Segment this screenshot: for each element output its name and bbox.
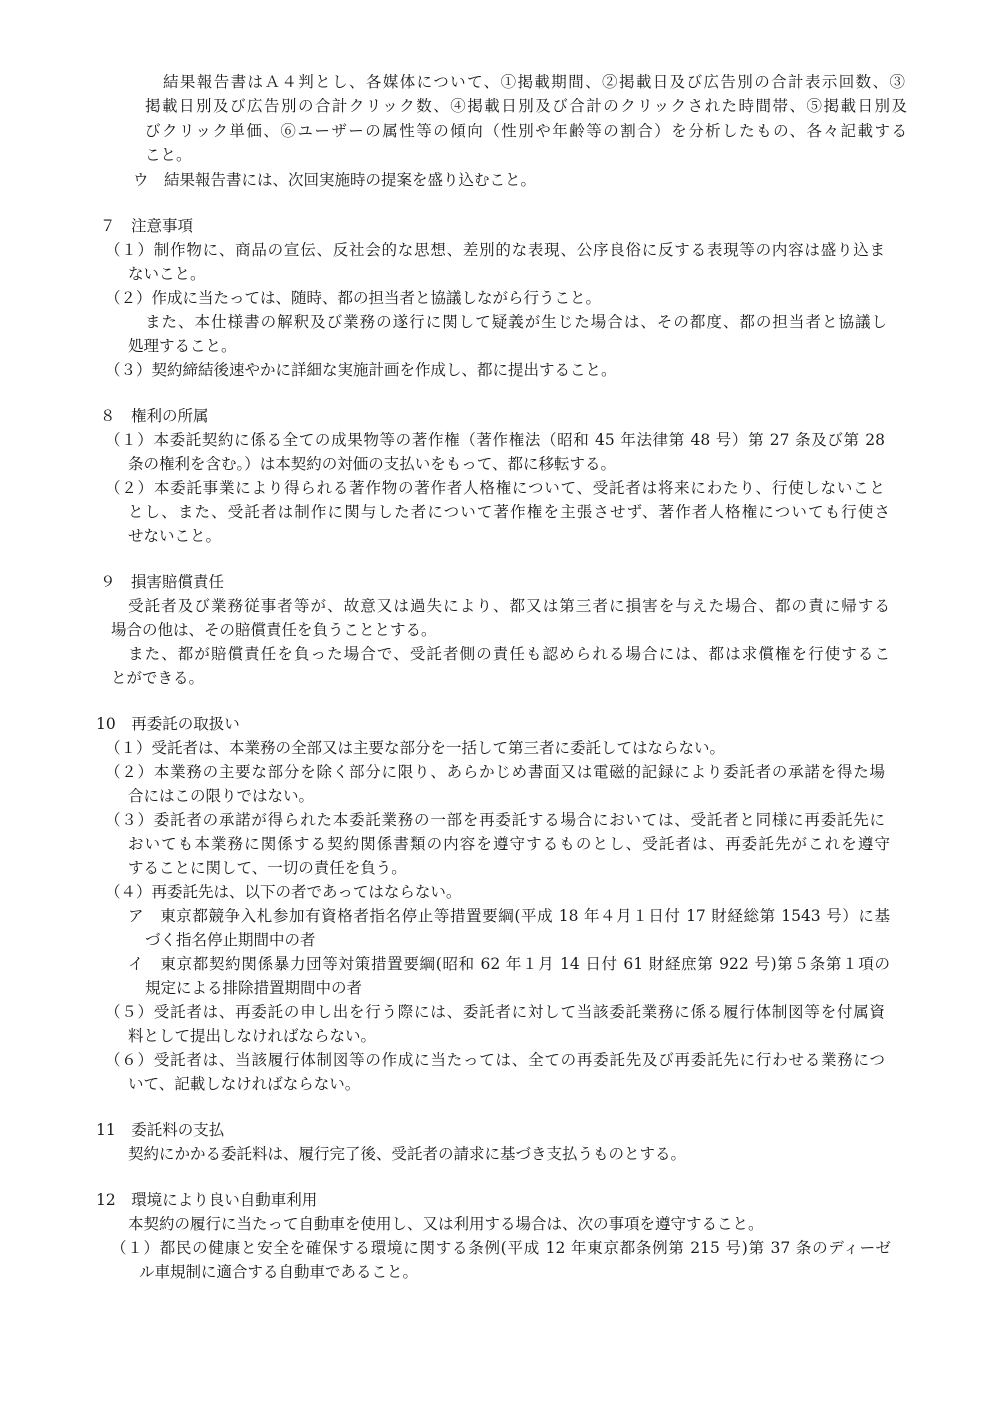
sec10-item-3-line-3: することに関して、一切の責任を負う。 [128, 859, 407, 877]
sec10-subitem-b-line-1: イ 東京都契約関係暴力団等対策措置要綱(昭和 62 年１月 14 日付 61 財経庶第 922 号)第５条第１項の [128, 955, 890, 973]
sec10-subitem-a-line-2: づく指名停止期間中の者 [145, 931, 316, 949]
sec10-item-6-line-1: （６）受託者は、当該履行体制図等の作成に当たっては、全ての再委託先及び再委託先に行わせる業務につ [105, 1051, 885, 1069]
sec9-para-1-line-1: 受託者及び業務従事者等が、故意又は過失により、都又は第三者に損害を与えた場合、都の責に帰する [128, 597, 890, 615]
sec10-item-3-line-2: おいても本業務に関係する契約関係書類の内容を遵守するものとし、受託者は、再委託先がこれを遵守 [128, 835, 890, 853]
sec7-item-3-line-1: （３）契約締結後速やかに詳細な実施計画を作成し、都に提出すること。 [105, 361, 617, 379]
section-7-heading: ７ 注意事項 [100, 217, 194, 235]
report-format-line-1: 結果報告書はＡ４判とし、各媒体について、①掲載期間、②掲載日及び広告別の合計表示回数、③ [163, 73, 905, 91]
sec11-para-1: 契約にかかる委託料は、履行完了後、受託者の請求に基づき支払うものとする。 [128, 1145, 687, 1163]
section-11-heading: 11 委託料の支払 [96, 1121, 225, 1139]
sec8-item-2-line-3: せないこと。 [128, 527, 222, 545]
section-10-heading: 10 再委託の取扱い [96, 715, 240, 733]
sec10-item-6-line-2: いて、記載しなければならない。 [128, 1075, 361, 1093]
section-9-heading: ９ 損害賠償責任 [100, 573, 225, 591]
sec10-subitem-b-line-2: 規定による排除措置期間中の者 [145, 979, 363, 997]
sec7-item-2-line-1: （２）作成に当たっては、随時、都の担当者と協議しながら行うこと。 [105, 289, 602, 307]
sec10-item-5-line-2: 料として提出しなければならない。 [128, 1027, 377, 1045]
sec7-item-2-line-2: また、本仕様書の解釈及び業務の遂行に関して疑義が生じた場合は、その都度、都の担当者と協議し [145, 313, 887, 331]
sec10-item-5-line-1: （５）受託者は、再委託の申し出を行う際には、委託者に対して当該委託業務に係る履行体制図等を付属資 [105, 1003, 885, 1021]
sec12-item-1-line-2: ル車規制に適合する自動車であること。 [139, 1263, 419, 1281]
sec10-subitem-a-line-1: ア 東京都競争入札参加有資格者指名停止等措置要綱(平成 18 年４月１日付 17 財経総第 1543 号）に基 [128, 907, 890, 925]
report-proposal-item: ウ 結果報告書には、次回実施時の提案を盛り込むこと。 [133, 171, 537, 189]
sec10-item-4-line-1: （４）再委託先は、以下の者であってはならない。 [105, 883, 462, 901]
sec10-item-2-line-1: （２）本業務の主要な部分を除く部分に限り、あらかじめ書面又は電磁的記録により委託者の承諾を得た場 [105, 763, 885, 781]
section-8-heading: ８ 権利の所属 [100, 407, 209, 425]
sec10-item-3-line-1: （３）委託者の承諾が得られた本委託業務の一部を再委託する場合においては、受託者と同様に再委託先に [105, 811, 885, 829]
sec8-item-2-line-1: （２）本委託事業により得られる著作物の著作者人格権について、受託者は将来にわたり、行使しないこと [105, 479, 885, 497]
sec9-para-2-line-1: また、都が賠償責任を負った場合で、受託者側の責任も認められる場合には、都は求償権を行使するこ [128, 645, 890, 663]
sec10-item-1-line-1: （１）受託者は、本業務の全部又は主要な部分を一括して第三者に委託してはならない。 [105, 739, 726, 757]
sec7-item-1-line-2: ないこと。 [128, 265, 206, 283]
sec8-item-1-line-1: （１）本委託契約に係る全ての成果物等の著作権（著作権法（昭和 45 年法律第 48 号）第 27 条及び第 28 [105, 431, 885, 449]
report-format-line-3: びクリック単価、⑥ユーザーの属性等の傾向（性別や年齢等の割合）を分析したもの、各々記載する [145, 122, 907, 140]
sec7-item-2-line-3: 処理すること。 [128, 337, 237, 355]
sec7-item-1-line-1: （１）制作物に、商品の宣伝、反社会的な思想、差別的な表現、公序良俗に反する表現等の内容は盛り込ま [105, 241, 885, 259]
sec8-item-1-line-2: 条の権利を含む。）は本契約の対価の支払いをもって、都に移転する。 [128, 455, 616, 473]
section-12-heading: 12 環境により良い自動車利用 [96, 1191, 318, 1209]
sec9-para-1-line-2: 場合の他は、その賠償責任を負うこととする。 [111, 621, 437, 639]
report-format-line-4: こと。 [145, 146, 192, 164]
sec9-para-2-line-2: とができる。 [111, 669, 205, 687]
sec12-item-1-line-1: （１）都民の健康と安全を確保する環境に関する条例(平成 12 年東京都条例第 215 号)第 37 条のディーゼ [111, 1239, 891, 1257]
sec10-item-2-line-2: 合にはこの限りではない。 [128, 787, 315, 805]
sec12-para-1: 本契約の履行に当たって自動車を使用し、又は利用する場合は、次の事項を遵守すること。 [128, 1215, 764, 1233]
report-format-line-2: 掲載日別及び広告別の合計クリック数、④掲載日別及び合計のクリックされた時間帯、⑤掲載日別及 [145, 97, 907, 115]
sec8-item-2-line-2: とし、また、受託者は制作に関与した者について著作権を主張させず、著作者人格権についても行使さ [128, 503, 890, 521]
